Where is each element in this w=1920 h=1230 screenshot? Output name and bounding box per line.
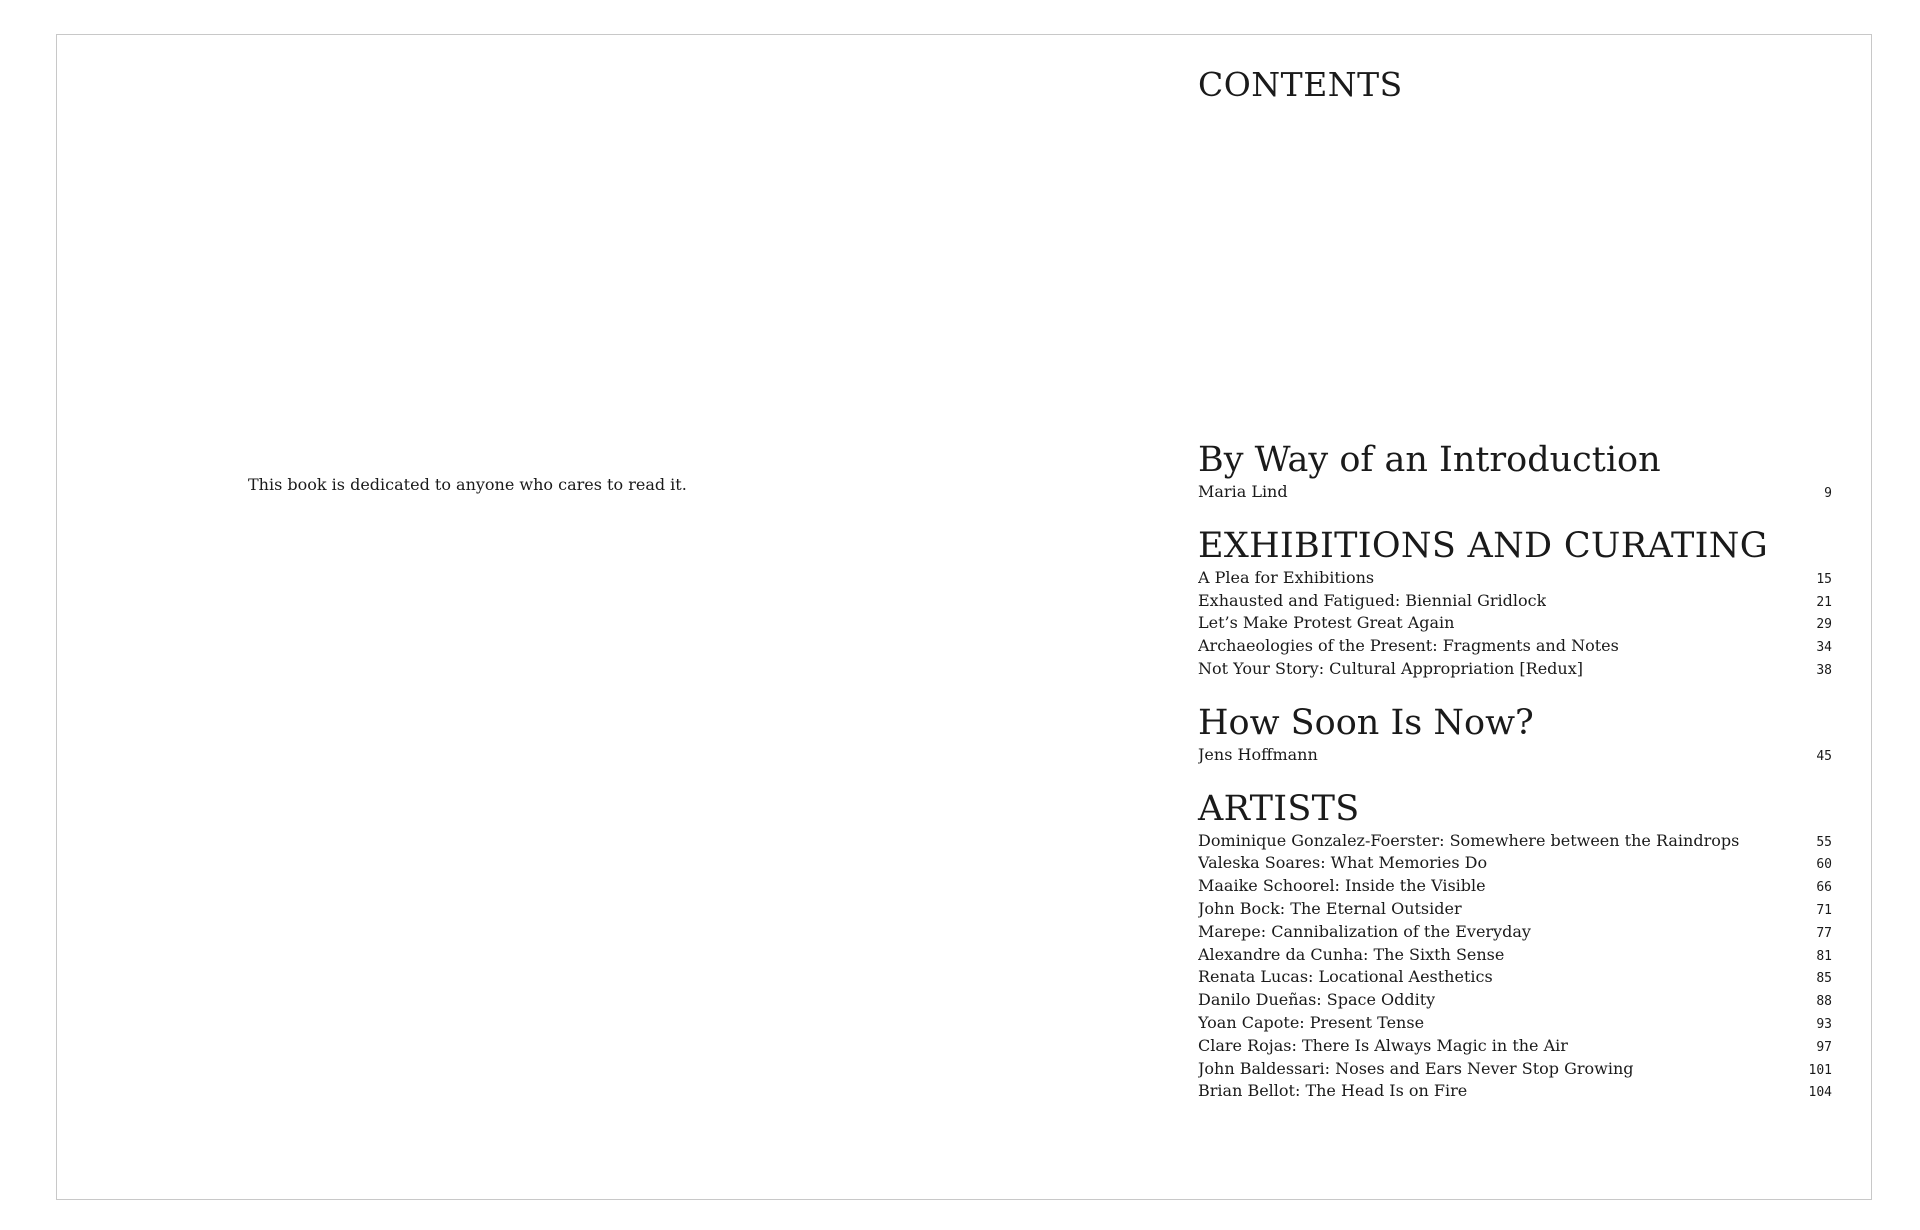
toc-entry [1198, 635, 1832, 658]
entry-list [1198, 481, 1832, 504]
toc-section-introduction [1198, 439, 1832, 504]
entry-title: John Bock: The Eternal Outsider [1198, 898, 1462, 918]
entry-page-number: 55 [1816, 834, 1832, 850]
entry-page-number: 45 [1816, 748, 1832, 764]
entry-title: Clare Rojas: There Is Always Magic in the Air [1198, 1035, 1568, 1055]
entry-title: Yoan Capote: Present Tense [1198, 1012, 1425, 1032]
entry-title: Renata Lucas: Locational Aesthetics [1198, 967, 1493, 987]
entry-page-number: 101 [1808, 1062, 1832, 1078]
entry-title: Valeska Soares: What Memories Do [1198, 853, 1488, 873]
toc-entry [1198, 567, 1832, 590]
toc-entry [1198, 590, 1832, 613]
entry-page-number: 21 [1816, 594, 1832, 610]
toc-entry [1198, 1012, 1832, 1035]
toc-entry [1198, 830, 1832, 853]
toc-entry [1198, 989, 1832, 1012]
entry-title: Danilo Dueñas: Space Oddity [1198, 990, 1436, 1010]
entry-title: Maria Lind [1198, 482, 1288, 501]
toc-entry [1198, 852, 1832, 875]
toc-entry [1198, 658, 1832, 681]
entry-title: Archaeologies of the Present: Fragments and Notes [1198, 636, 1619, 656]
entry-title: Dominique Gonzalez-Foerster: Somewhere between the Raindrops [1198, 830, 1740, 850]
entry-title: Exhausted and Fatigued: Biennial Gridlock [1198, 590, 1547, 610]
entry-page-number: 9 [1824, 486, 1832, 501]
toc-section-how-soon [1198, 702, 1832, 767]
dedication-text: This book is dedicated to anyone who cares to read it. [248, 475, 687, 494]
toc-entry [1198, 744, 1832, 767]
entry-page-number: 97 [1816, 1039, 1832, 1055]
toc-entry [1198, 921, 1832, 944]
entry-list [1198, 830, 1832, 1104]
entry-page-number: 71 [1816, 902, 1832, 918]
entry-page-number: 77 [1816, 925, 1832, 941]
entry-page-number: 38 [1816, 662, 1832, 678]
entry-page-number: 81 [1816, 948, 1832, 964]
entry-title: Maaike Schoorel: Inside the Visible [1198, 876, 1486, 896]
toc-entry [1198, 612, 1832, 635]
section-title: EXHIBITIONS AND CURATING [1198, 525, 1768, 566]
entry-page-number: 85 [1816, 971, 1832, 987]
toc-entry [1198, 1058, 1832, 1081]
entry-title: John Baldessari: Noses and Ears Never Stop Growing [1198, 1058, 1634, 1078]
contents-heading: CONTENTS [1198, 65, 1403, 104]
entry-list [1198, 744, 1832, 767]
book-spread [56, 34, 1872, 1200]
entry-page-number: 15 [1816, 571, 1832, 587]
toc-entry [1198, 944, 1832, 967]
toc-entry [1198, 481, 1832, 504]
entry-title: Marepe: Cannibalization of the Everyday [1198, 921, 1531, 941]
entry-list [1198, 567, 1832, 681]
entry-page-number: 60 [1816, 857, 1832, 873]
entry-title: Brian Bellot: The Head Is on Fire [1198, 1081, 1468, 1101]
section-title: How Soon Is Now? [1198, 702, 1534, 743]
entry-page-number: 104 [1808, 1085, 1832, 1101]
entry-title: A Plea for Exhibitions [1198, 567, 1375, 587]
table-of-contents [1198, 439, 1832, 1103]
entry-title: Let’s Make Protest Great Again [1198, 613, 1455, 633]
section-title: ARTISTS [1198, 788, 1360, 829]
toc-entry [1198, 1080, 1832, 1103]
section-title: By Way of an Introduction [1198, 440, 1661, 480]
entry-title: Alexandre da Cunha: The Sixth Sense [1198, 944, 1505, 964]
toc-section-exhibitions [1198, 525, 1832, 681]
toc-entry [1198, 1035, 1832, 1058]
entry-title: Jens Hoffmann [1198, 744, 1318, 764]
toc-entry [1198, 875, 1832, 898]
entry-page-number: 34 [1816, 640, 1832, 656]
entry-title: Not Your Story: Cultural Appropriation [Redux] [1198, 658, 1583, 678]
entry-page-number: 66 [1816, 880, 1832, 896]
entry-page-number: 29 [1816, 617, 1832, 633]
toc-section-artists [1198, 788, 1832, 1104]
toc-entry [1198, 966, 1832, 989]
entry-page-number: 93 [1816, 1016, 1832, 1032]
toc-entry [1198, 898, 1832, 921]
entry-page-number: 88 [1816, 994, 1832, 1010]
